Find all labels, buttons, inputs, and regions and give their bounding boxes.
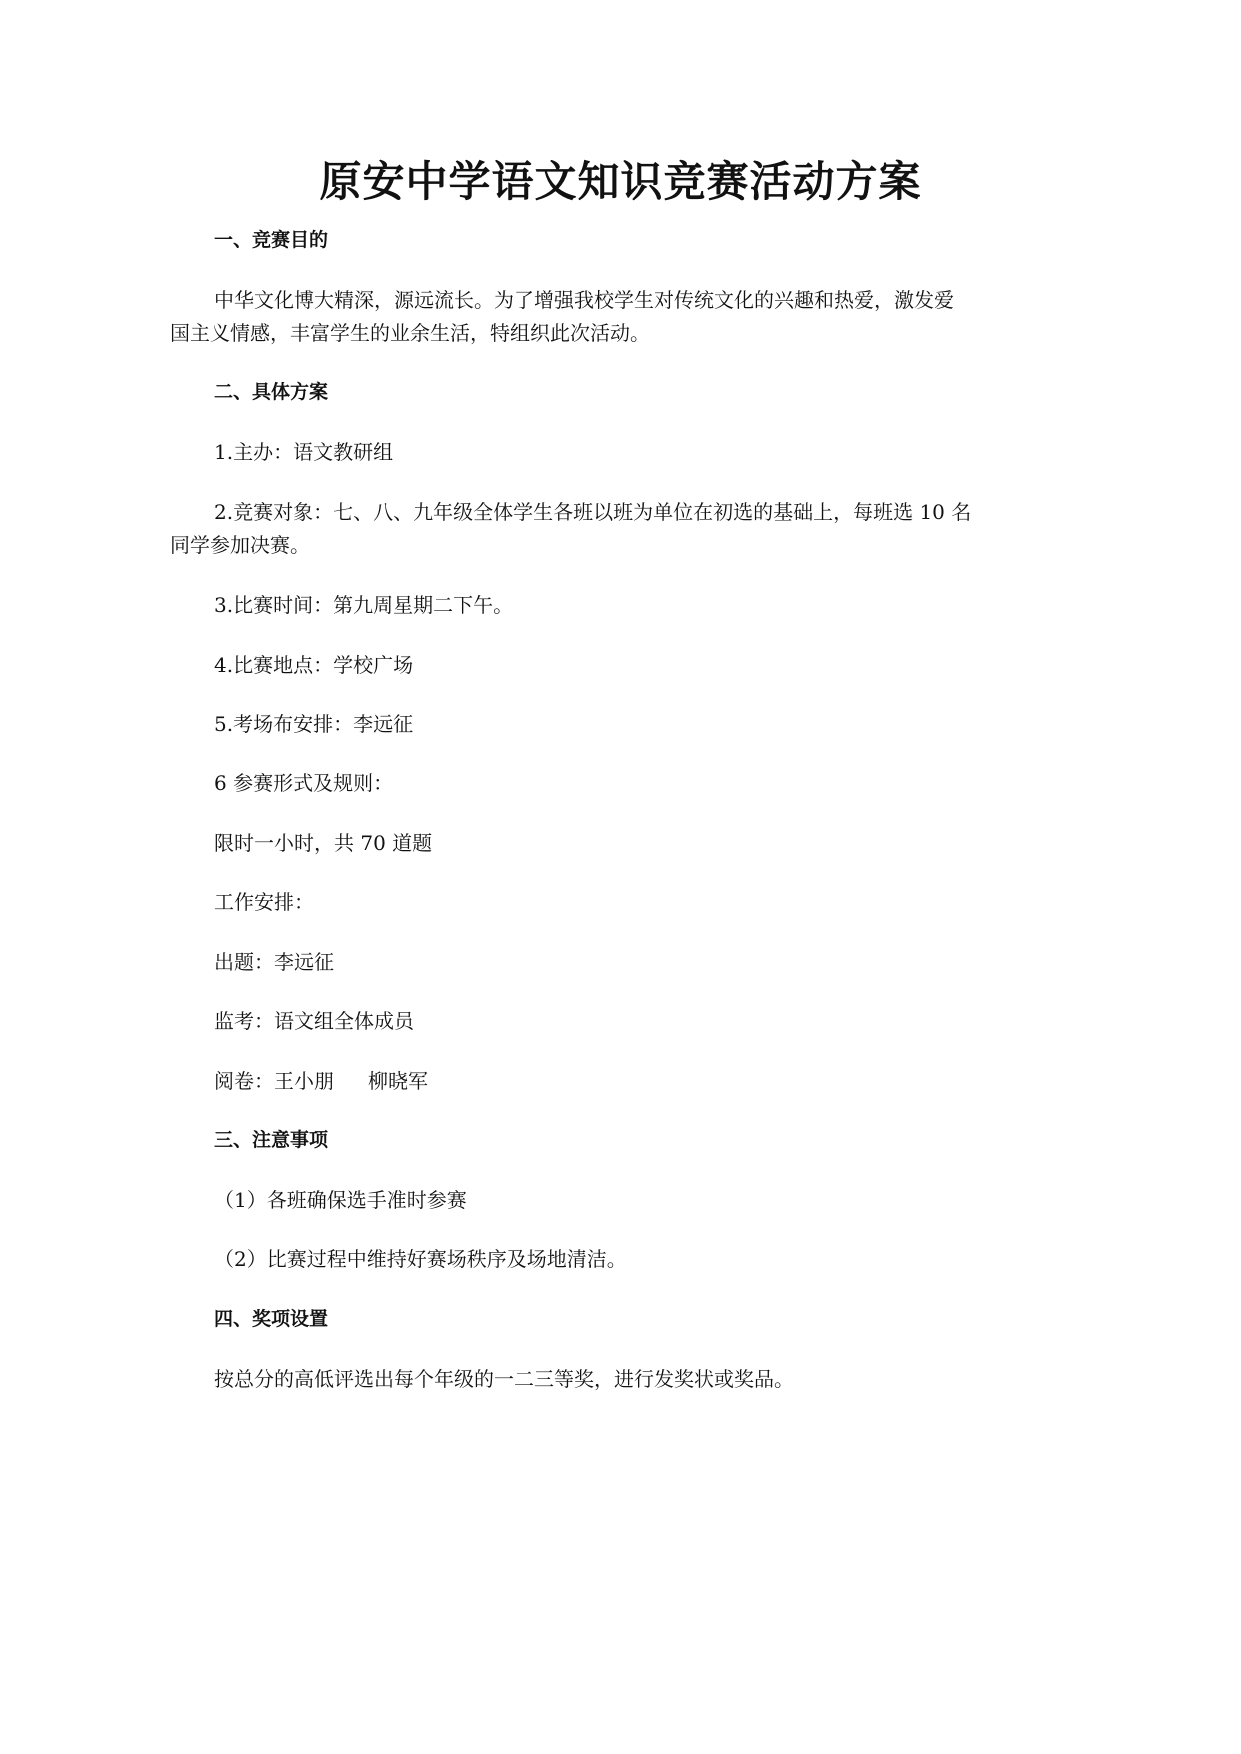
plan-item-format-rules: 6 参赛形式及规则： bbox=[214, 771, 394, 795]
purpose-paragraph-line1: 中华文化博大精深，源远流长。为了增强我校学生对传统文化的兴趣和热爱，激发爱 bbox=[214, 288, 954, 312]
purpose-paragraph-line2: 国主义情感，丰富学生的业余生活，特组织此次活动。 bbox=[170, 321, 650, 345]
plan-rule-time-limit: 限时一小时，共 70 道题 bbox=[214, 831, 433, 855]
section-heading-plan: 二、具体方案 bbox=[214, 381, 329, 403]
awards-text: 按总分的高低评选出每个年级的一二三等奖，进行发奖状或奖品。 bbox=[214, 1367, 794, 1391]
notes-item-2: （2）比赛过程中维持好赛场秩序及场地清洁。 bbox=[214, 1247, 627, 1271]
section-heading-awards: 四、奖项设置 bbox=[214, 1308, 329, 1330]
plan-item-venue-arrangement: 5.考场布安排：李远征 bbox=[214, 712, 414, 736]
notes-item-1: （1）各班确保选手准时参赛 bbox=[214, 1188, 467, 1212]
plan-work-arrangement-heading: 工作安排： bbox=[214, 890, 314, 914]
section-heading-notes: 三、注意事项 bbox=[214, 1129, 329, 1151]
document-title: 原安中学语文知识竞赛活动方案 bbox=[319, 157, 922, 206]
plan-graders bbox=[214, 1063, 428, 1099]
plan-item-time: 3.比赛时间：第九周星期二下午。 bbox=[214, 593, 514, 617]
plan-item-participants-line2: 同学参加决赛。 bbox=[170, 533, 310, 557]
plan-item-location: 4.比赛地点：学校广场 bbox=[214, 653, 414, 677]
plan-question-setter: 出题：李远征 bbox=[214, 950, 334, 974]
plan-grader-first: 阅卷：王小朋 bbox=[214, 1069, 334, 1093]
plan-item-organizer: 1.主办：语文教研组 bbox=[214, 440, 394, 464]
section-heading-purpose: 一、竞赛目的 bbox=[214, 229, 329, 251]
plan-invigilator: 监考：语文组全体成员 bbox=[214, 1009, 414, 1033]
plan-item-participants-line1: 2.竞赛对象：七、八、九年级全体学生各班以班为单位在初选的基础上，每班选 10 名 bbox=[214, 500, 972, 524]
plan-grader-second: 柳晓军 bbox=[368, 1069, 428, 1093]
